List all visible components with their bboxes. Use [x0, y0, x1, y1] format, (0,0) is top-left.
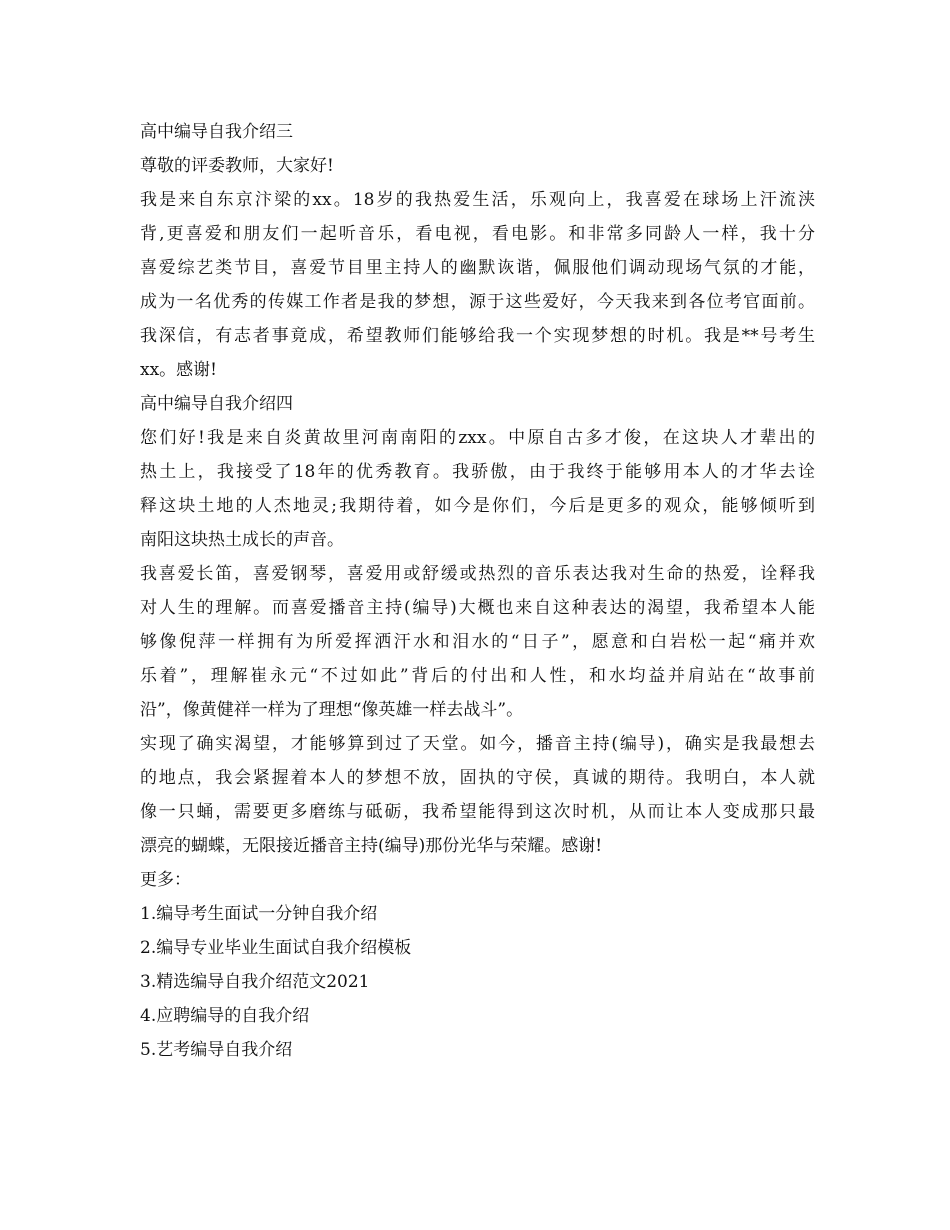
paragraph-line: 喜爱综艺类节目，喜爱节目里主持人的幽默诙谐，佩服他们调动现场气氛的才能，	[140, 258, 815, 278]
paragraph-line: 我是来自东京汴梁的xx。18岁的我热爱生活，乐观向上，我喜爱在球场上汗流浃	[140, 190, 815, 210]
paragraph-line: xx。感谢!	[140, 360, 218, 380]
paragraph-line: 漂亮的蝴蝶，无限接近播音主持(编导)那份光华与荣耀。感谢!	[140, 836, 603, 856]
paragraph-line: 成为一名优秀的传媒工作者是我的梦想，源于这些爱好，今天我来到各位考官面前。	[140, 292, 815, 312]
paragraph-line: 对人生的理解。而喜爱播音主持(编导)大概也来自这种表达的渴望，我希望本人能	[140, 598, 815, 618]
greeting: 尊敬的评委教师，大家好!	[140, 156, 334, 176]
more-label: 更多：	[140, 870, 191, 890]
paragraph-line: 我喜爱长笛，喜爱钢琴，喜爱用或舒缓或热烈的音乐表达我对生命的热爱，诠释我	[140, 564, 815, 584]
more-link[interactable]: 4.应聘编导的自我介绍	[140, 1006, 310, 1026]
more-link[interactable]: 5.艺考编导自我介绍	[140, 1040, 293, 1060]
paragraph-line: 您们好!我是来自炎黄故里河南南阳的zxx。中原自古多才俊，在这块人才辈出的	[140, 428, 815, 448]
paragraph-line: 南阳这块热土成长的声音。	[140, 530, 344, 550]
paragraph-line: 我深信，有志者事竟成，希望教师们能够给我一个实现梦想的时机。我是**号考生	[140, 326, 815, 346]
more-link[interactable]: 1.编导考生面试一分钟自我介绍	[140, 904, 378, 924]
paragraph-line: 沿”，像黄健祥一样为了理想“像英雄一样去战斗”。	[140, 700, 524, 720]
section-title: 高中编导自我介绍三	[140, 122, 293, 142]
paragraph-line: 够像倪萍一样拥有为所爱挥洒汗水和泪水的“日子”，愿意和白岩松一起“痛并欢	[140, 632, 815, 652]
more-link[interactable]: 3.精选编导自我介绍范文2021	[140, 972, 370, 992]
more-link[interactable]: 2.编导专业毕业生面试自我介绍模板	[140, 938, 412, 958]
paragraph-line: 释这块土地的人杰地灵;我期待着，如今是你们，今后是更多的观众，能够倾听到	[140, 496, 815, 516]
paragraph-line: 乐着”，理解崔永元“不过如此”背后的付出和人性，和水均益并肩站在“故事前	[140, 666, 815, 686]
paragraph-line: 实现了确实渴望，才能够算到过了天堂。如今，播音主持(编导)，确实是我最想去	[140, 734, 815, 754]
paragraph-line: 的地点，我会紧握着本人的梦想不放，固执的守侯，真诚的期待。我明白，本人就	[140, 768, 815, 788]
paragraph-line: 热土上，我接受了18年的优秀教育。我骄傲，由于我终于能够用本人的才华去诠	[140, 462, 815, 482]
paragraph-line: 像一只蛹，需要更多磨练与砥砺，我希望能得到这次时机，从而让本人变成那只最	[140, 802, 815, 822]
section-title: 高中编导自我介绍四	[140, 394, 293, 414]
document-body	[140, 115, 815, 1067]
paragraph-line: 背,更喜爱和朋友们一起听音乐，看电视，看电影。和非常多同龄人一样，我十分	[140, 224, 815, 244]
